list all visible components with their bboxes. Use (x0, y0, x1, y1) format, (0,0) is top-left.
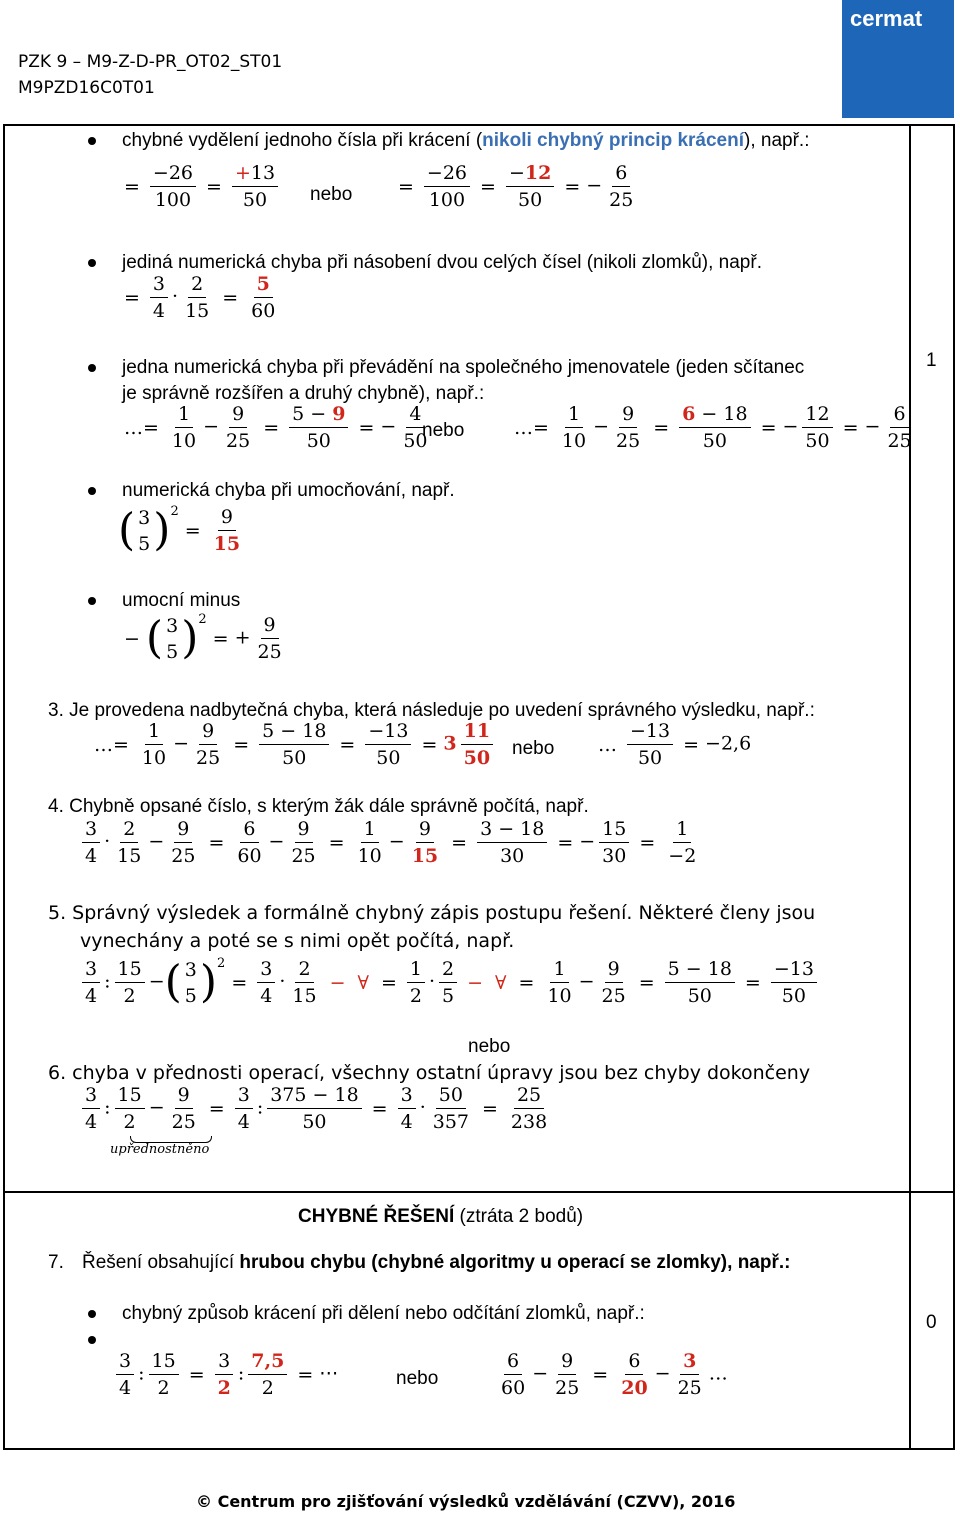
bullet (88, 487, 96, 495)
item-7-number: 7. (48, 1252, 64, 1273)
bullet (88, 1336, 96, 1344)
item-5-text-2: vynechány a poté se s nimi opět počítá, např. (80, 930, 515, 952)
formula-1a: = $\frac{-26}{100}$ = $\frac{+13}{50}$ (118, 162, 282, 211)
formula-3a: …= $\frac{1}{10}$ − $\frac{9}{25}$ = $\frac{5 - 9}{50}$ = − $\frac{4}{50}$ (124, 403, 428, 452)
bullet-text-4: numerická chyba při umocňování, např. (122, 480, 455, 501)
item-6-text: 6. chyba v přednosti operací, všechny ostatní úpravy jsou bez chyby dokončeny (48, 1062, 811, 1084)
bullet (88, 597, 96, 605)
item-7-text: Řešení obsahující hrubou chybu (chybné algoritmy u operací se zlomky), např.: (82, 1252, 791, 1273)
doc-id: M9PZD16C0T01 (18, 78, 155, 98)
bullet (88, 1310, 96, 1318)
section-2-bullet-text: chybný způsob krácení při dělení nebo odčítání zlomků, např.: (122, 1303, 645, 1324)
score-column-divider (909, 124, 911, 1449)
bullet (88, 137, 96, 145)
bullet-text-3b: je správně rozšířen a druhý chybně), např.: (122, 383, 485, 404)
score-1: 1 (926, 350, 937, 371)
item-5-text-1: 5. Správný výsledek a formálně chybný zápis postupu řešení. Některé členy jsou (48, 902, 816, 924)
formula-6a: …= $\frac{1}{10}$ − $\frac{9}{25}$ = $\frac{5 - 18}{50}$ = $\frac{-13}{50}$ = 3 $\frac{11}{50}$ (88, 720, 497, 769)
table-left-border (3, 124, 5, 1449)
formula-1b: = $\frac{-26}{100}$ = $\frac{-12}{50}$ = − $\frac{6}{25}$ (398, 162, 634, 211)
formula-4: ( 3 5 )$^2$= $\frac{9}{15}$ (118, 504, 241, 556)
bullet-text-1: chybné vydělení jednoho čísla při krácení (nikoli chybný princip krácení), např.: (122, 130, 810, 151)
cermat-logo: cermat (842, 0, 954, 118)
doc-code: PZK 9 – M9-Z-D-PR_OT02_ST01 (18, 52, 283, 72)
item-3-text: 3. Je provedena nadbytečná chyba, která následuje po uvedení správného výsledku, např.: (48, 700, 815, 721)
formula-10b: $\frac{6}{60}$ − $\frac{9}{25}$ = $\frac{6}{20}$ − $\frac{3}{25}$ … (501, 1350, 728, 1399)
or-text: nebo (512, 738, 555, 759)
or-text: nebo (310, 184, 353, 205)
formula-5: − ( 3 5 )$^2$= + $\frac{9}{25}$ (124, 612, 282, 664)
formula-3b: …= $\frac{1}{10}$ − $\frac{9}{25}$ = $\frac{6 - 18}{50}$ = − $\frac{12}{50}$ = − $\frac{6}{25}$ (514, 403, 912, 452)
bullet-text-5: umocní minus (122, 590, 241, 611)
formula-8: $\frac{3}{4}$ : $\frac{15}{2}$ −( 3 5 )$^2$= $\frac{3}{4}$ · $\frac{2}{15}$ − ∀ = $\frac{1}{2}$ · $\frac{2}{5}$ − ∀ = $\frac{1}{10}$ − $\frac{9}{25}$ = $\frac{5 - 18}{50}$ = $\frac{-13}{50}$ (78, 958, 821, 1007)
or-text: nebo (468, 1036, 511, 1057)
section-2-title: CHYBNÉ ŘEŠENÍ (ztráta 2 bodů) (298, 1206, 584, 1227)
bullet (88, 259, 96, 267)
table-bottom-border (3, 1448, 955, 1450)
formula-2: = $\frac{3}{4}$ · $\frac{2}{15}$ = $\frac{5}{60}$ (124, 273, 276, 322)
formula-6b: … $\frac{-13}{50}$ = −2,6 (598, 720, 752, 769)
or-text: nebo (396, 1368, 439, 1389)
brace-label: upřednostněno (110, 1142, 210, 1157)
formula-9: $\frac{3}{4}$ : $\frac{15}{2}$ − $\frac{9}{25}$ = $\frac{3}{4}$ : $\frac{375 - 18}{50}$ = $\frac{3}{4}$ · $\frac{50}{357}$ = $\frac{25}{238}$ (78, 1084, 554, 1133)
bullet-text-2: jediná numerická chyba při násobení dvou celých čísel (nikoli zlomků), např. (122, 252, 762, 273)
footer-copyright: © Centrum pro zjišťování výsledků vzdělávání (CZVV), 2016 (196, 1492, 736, 1511)
bullet-text-3a: jedna numerická chyba při převádění na společného jmenovatele (jeden sčítanec (122, 357, 805, 378)
table-top-border (3, 124, 955, 126)
bullet (88, 364, 96, 372)
formula-7: $\frac{3}{4}$ · $\frac{2}{15}$ − $\frac{9}{25}$ = $\frac{6}{60}$ − $\frac{9}{25}$ = $\frac{1}{10}$ − $\frac{9}{15}$ = $\frac{3 - 18}{30}$ = − $\frac{15}{30}$ = $\frac{1}{-2}$ (78, 818, 703, 867)
item-4-text: 4. Chybně opsané číslo, s kterým žák dále správně počítá, např. (48, 796, 589, 817)
row-divider (3, 1191, 955, 1193)
formula-10a: $\frac{3}{4}$ : $\frac{15}{2}$ = $\frac{3}{2}$ : $\frac{7,5}{2}$ = ⋯ (112, 1350, 338, 1399)
score-0: 0 (926, 1312, 937, 1333)
table-right-border (953, 124, 955, 1449)
or-text: nebo (422, 420, 465, 441)
